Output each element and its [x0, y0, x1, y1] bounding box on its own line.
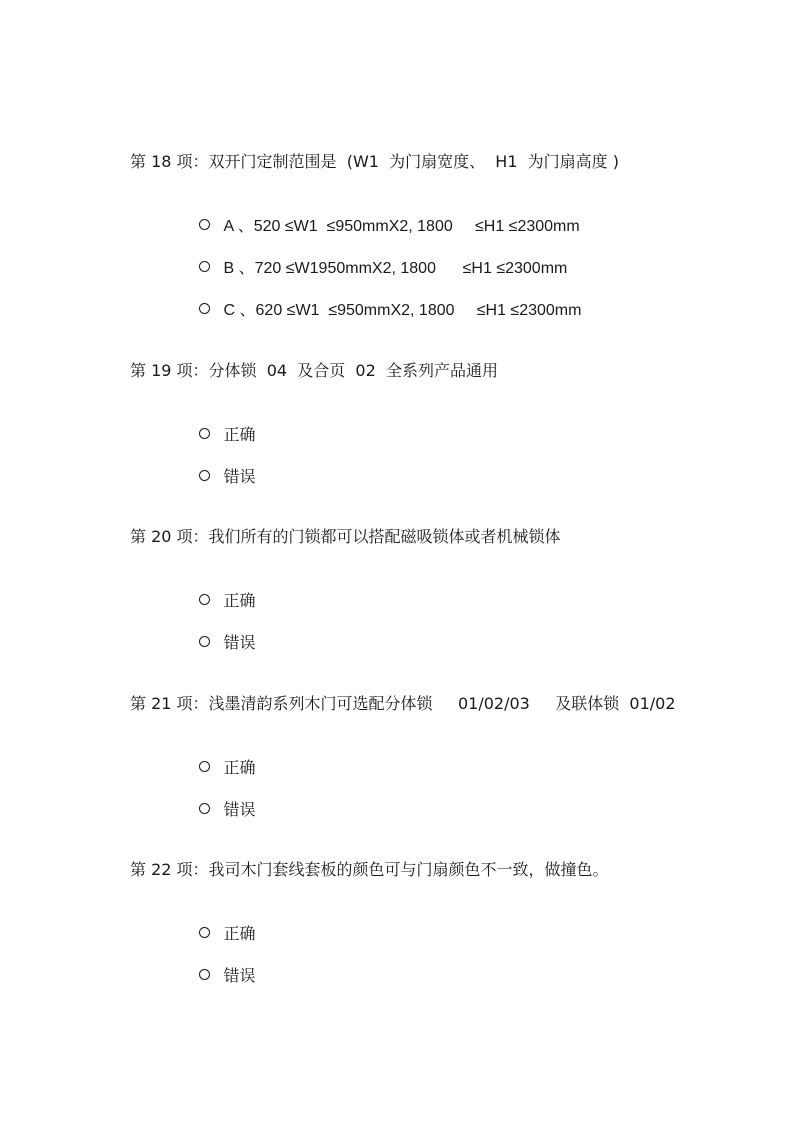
question-18: [130, 151, 770, 319]
option-wrong[interactable]: [168, 777, 770, 819]
option-label: 正确: [223, 591, 256, 610]
radio-button-icon[interactable]: [199, 303, 210, 314]
option-label: 错误: [223, 800, 256, 819]
radio-button-icon[interactable]: [199, 927, 210, 938]
radio-button-icon[interactable]: [199, 261, 210, 272]
question-21: [130, 693, 770, 819]
question-title: 第 22 项：我司木门套线套板的颜色可与门扇颜色不一致，做撞色。: [130, 860, 609, 879]
option-label: 错误: [223, 467, 256, 486]
question-title: 第 18 项：双开门定制范围是 (W1 为门扇宽度、 H1 为门扇高度 ): [130, 152, 620, 171]
radio-button-icon[interactable]: [199, 219, 210, 230]
option-label: 错误: [223, 633, 256, 652]
question-22: [130, 859, 770, 985]
option-label: A 、520 ≤W1 ≤950mmX2, 1800 ≤H1 ≤2300mm: [223, 218, 580, 235]
option-list: [130, 193, 770, 319]
option-wrong[interactable]: [168, 943, 770, 985]
radio-button-icon[interactable]: [199, 636, 210, 647]
question-title: 第 19 项：分体锁 04 及合页 02 全系列产品通用: [130, 361, 498, 380]
option-wrong[interactable]: [168, 444, 770, 486]
option-wrong[interactable]: [168, 610, 770, 652]
radio-button-icon[interactable]: [199, 594, 210, 605]
option-list: [130, 735, 770, 819]
option-correct[interactable]: [168, 568, 770, 610]
radio-button-icon[interactable]: [199, 428, 210, 439]
radio-button-icon[interactable]: [199, 761, 210, 772]
option-list: [130, 901, 770, 985]
question-20: [130, 526, 770, 652]
option-label: 错误: [223, 966, 256, 985]
option-label: 正确: [223, 924, 256, 943]
option-list: [130, 402, 770, 486]
option-correct[interactable]: [168, 901, 770, 943]
question-title: 第 20 项：我们所有的门锁都可以搭配磁吸锁体或者机械锁体: [130, 527, 561, 546]
option-label: B 、720 ≤W1950mmX2, 1800 ≤H1 ≤2300mm: [223, 260, 568, 277]
radio-button-icon[interactable]: [199, 969, 210, 980]
option-a[interactable]: [168, 193, 770, 235]
radio-button-icon[interactable]: [199, 470, 210, 481]
option-correct[interactable]: [168, 735, 770, 777]
option-c[interactable]: [168, 277, 770, 319]
option-list: [130, 568, 770, 652]
radio-button-icon[interactable]: [199, 803, 210, 814]
question-title: 第 21 项：浅墨清韵系列木门可选配分体锁 01/02/03 及联体锁 01/02: [130, 694, 676, 713]
option-correct[interactable]: [168, 402, 770, 444]
option-label: 正确: [223, 758, 256, 777]
option-label: 正确: [223, 425, 256, 444]
option-b[interactable]: [168, 235, 770, 277]
question-19: [130, 360, 770, 486]
option-label: C 、620 ≤W1 ≤950mmX2, 1800 ≤H1 ≤2300mm: [223, 302, 582, 319]
